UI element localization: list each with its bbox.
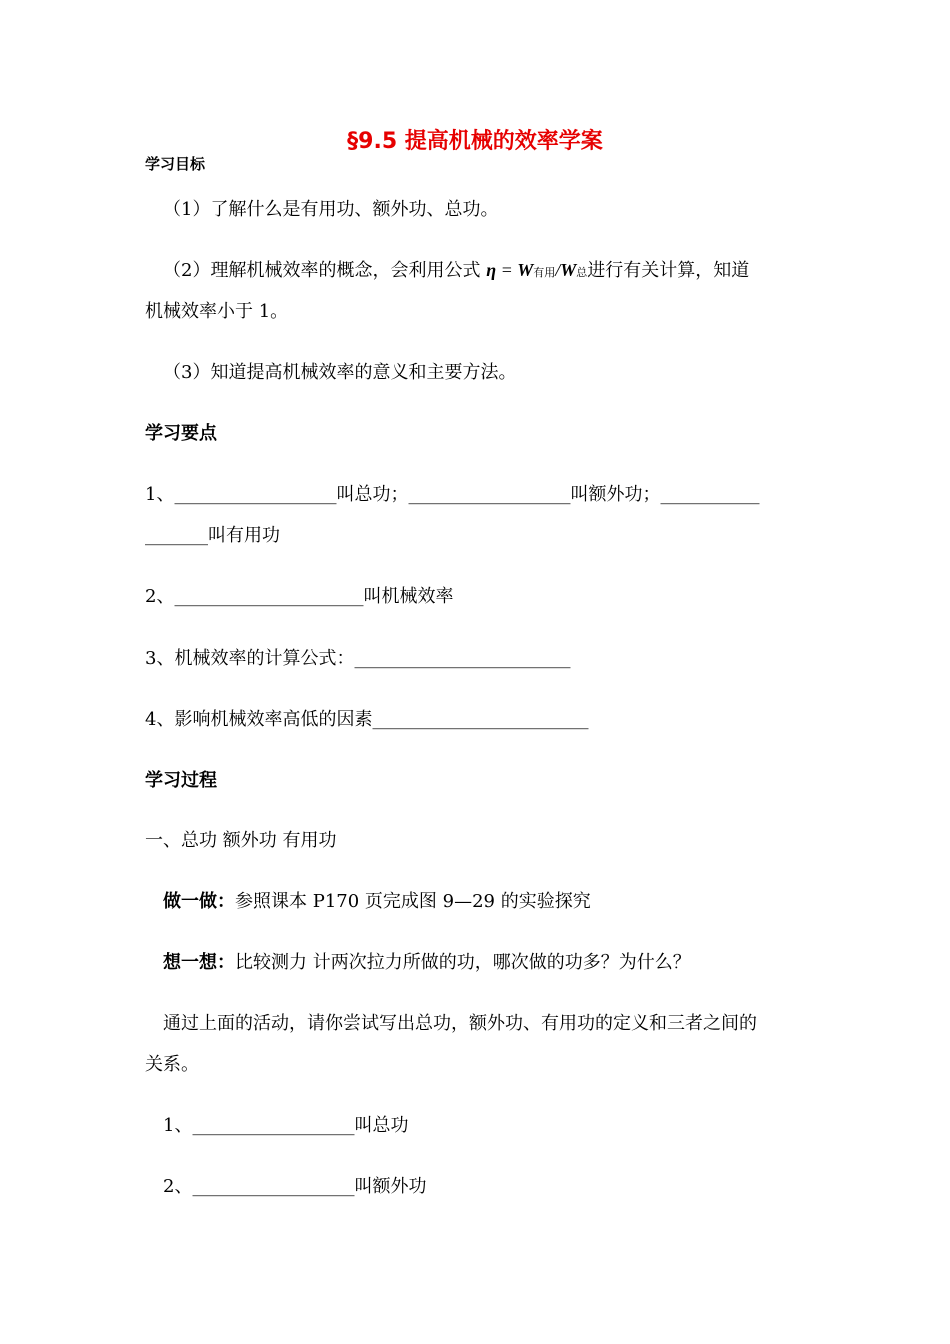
do-label: 做一做： <box>163 891 235 912</box>
think-label: 想一想： <box>163 952 235 973</box>
keypoint-4: 4、影响机械效率高低的因素________________________ <box>145 709 589 730</box>
formula-eta: η <box>486 260 497 280</box>
try-text-line2: 关系。 <box>145 1054 199 1075</box>
keypoint-1-line1: 1、__________________叫总功；__________________叫额外功；___________ <box>145 484 760 505</box>
efficiency-formula <box>486 260 587 280</box>
goal-item-2-line2: 机械效率小于 1。 <box>145 301 289 322</box>
goal-item-2-tail: 进行有关计算，知道 <box>587 260 750 281</box>
process-part-1: 一、总功 额外功 有用功 <box>145 830 337 851</box>
formula-w-total: W <box>560 260 577 280</box>
do-activity <box>163 890 591 914</box>
formula-slash: / <box>555 260 561 280</box>
keypoint-1-line2: _______叫有用功 <box>145 525 280 546</box>
goal-item-1: （1）了解什么是有用功、额外功、总功。 <box>163 199 499 220</box>
definition-2: 2、__________________叫额外功 <box>163 1176 427 1197</box>
goals-heading: 学习目标 <box>145 155 206 173</box>
think-activity <box>163 951 691 975</box>
formula-sub-useful: 有用 <box>533 267 556 279</box>
goal-item-3: （3）知道提高机械效率的意义和主要方法。 <box>163 362 517 383</box>
goal-item-2 <box>163 258 749 285</box>
process-heading: 学习过程 <box>145 770 217 791</box>
formula-sub-total: 总 <box>576 267 588 279</box>
keypoint-2: 2、_____________________叫机械效率 <box>145 586 454 607</box>
think-text: 比较测力 计两次拉力所做的功，哪次做的功多？为什么？ <box>235 952 691 973</box>
definition-1: 1、__________________叫总功 <box>163 1115 409 1136</box>
keypoint-3: 3、机械效率的计算公式：________________________ <box>145 648 571 669</box>
keypoints-heading: 学习要点 <box>145 423 217 444</box>
document-title: §9.5 提高机械的效率学案 <box>347 129 603 154</box>
do-text: 参照课本 P170 页完成图 9—29 的实验探究 <box>235 891 591 912</box>
formula-equals: = <box>496 260 518 280</box>
try-text-line1: 通过上面的活动，请你尝试写出总功，额外功、有用功的定义和三者之间的 <box>163 1013 757 1034</box>
goal-item-2-text: （2）理解机械效率的概念，会利用公式 <box>163 260 481 281</box>
formula-w-useful: W <box>517 260 534 280</box>
